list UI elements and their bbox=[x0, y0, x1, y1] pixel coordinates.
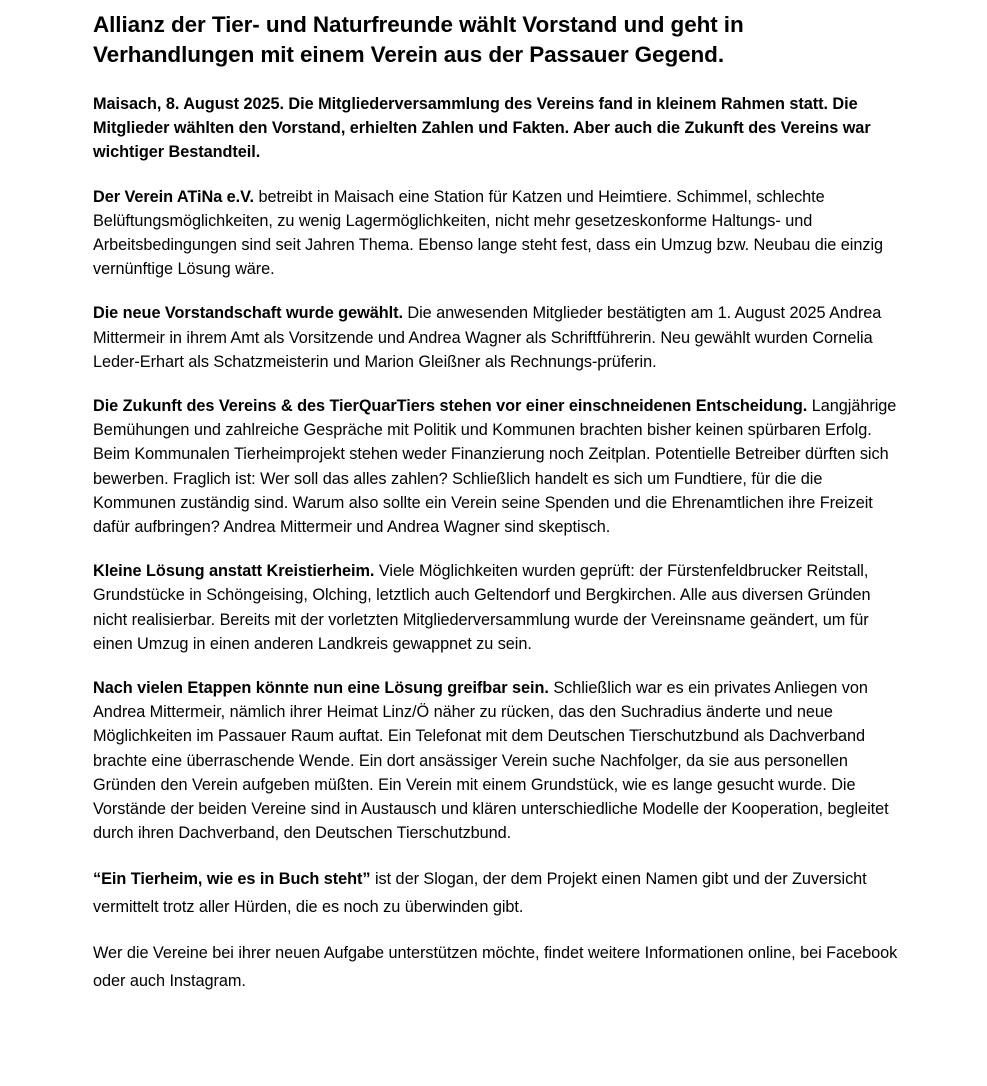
page-title: Allianz der Tier- und Naturfreunde wählt Vorstand und geht in Verhandlungen mit einem Verein aus der Passauer Gegend. bbox=[93, 12, 744, 67]
section-heading: Die neue Vorstandschaft wurde gewählt. bbox=[93, 304, 403, 323]
section-kleine-loesung bbox=[93, 559, 903, 656]
section-body: Langjährige Bemühungen und zahlreiche Gespräche mit Politik und Kommunen brachten bisher keinen spürbaren Erfolg. Beim Kommunalen Tierheimprojekt stehen weder Finanzierung noch Zeitplan. Potentielle Betreiber dürften sich bewerben. Fraglich ist: Wer soll das alles zahlen? Schließlich handelt es sich um Fundtiere, für die die Kommunen zuständig sind. Warum also sollte ein Verein seine Spenden und die Ehrenamtlichen ihre Freizeit dafür aufbringen? Andrea Mittermeir und Andrea Wagner sind skeptisch. bbox=[93, 397, 897, 537]
section-body: Die anwesenden Mitglieder bestätigten am 1. August 2025 Andrea Mittermeir in ihrem Amt als Vorsitzende und Andrea Wagner als Schriftführerin. Neu gewählt wurden Cornelia Leder-Erhart als Schatzmeisterin und Marion Gleißner als Rechnungs-prüferin. bbox=[93, 304, 882, 371]
section-heading: Kleine Lösung anstatt Kreistierheim. bbox=[93, 562, 375, 581]
slogan-heading: “Ein Tierheim, wie es in Buch steht” bbox=[93, 870, 371, 889]
lead-paragraph: Maisach, 8. August 2025. Die Mitgliederversammlung des Vereins fand in kleinem Rahmen statt. Die Mitglieder wählten den Vorstand, erhielten Zahlen und Fakten. Aber auch die Zukunft des Vereins war wichtiger Bestandteil. bbox=[93, 95, 871, 162]
press-release bbox=[93, 10, 903, 995]
section-heading: Der Verein ATiNa e.V. bbox=[93, 187, 254, 206]
closing-paragraph: Wer die Vereine bei ihrer neuen Aufgabe unterstützen möchte, findet weitere Informationen online, bei Facebook oder auch Instagram. bbox=[93, 944, 898, 991]
section-body: Schließlich war es ein privates Anliegen von Andrea Mittermeir, nämlich ihrer Heimat Linz/Ö näher zu rücken, das den Suchradius änderte und neue Möglichkeiten im Passauer Raum auftat. Ein Telefonat mit dem Deutschen Tierschutzbund als Dachverband brachte eine überraschende Wende. Ein dort ansässiger Verein suche Nachfolger, da sie aus personellen Gründen den Verein aufgeben müßten. Ein Verein mit einem Grundstück, wie es lange gesucht wurde. Die Vorstände der beiden Vereine sind in Austausch und klären unterschiedliche Modelle der Kooperation, begleitet durch ihren Dachverband, den Deutschen Tierschutzbund. bbox=[93, 679, 889, 843]
section-heading: Die Zukunft des Vereins & des TierQuarTiers stehen vor einer einschneidenen Entscheidung. bbox=[93, 397, 808, 416]
slogan-body: ist der Slogan, der dem Projekt einen Namen gibt und der Zuversicht vermittelt trotz aller Hürden, die es noch zu überwinden gibt. bbox=[93, 870, 867, 917]
section-etappen bbox=[93, 676, 903, 845]
section-heading: Nach vielen Etappen könnte nun eine Lösung greifbar sein. bbox=[93, 679, 549, 698]
section-verein-atina bbox=[93, 185, 903, 282]
section-zukunft bbox=[93, 394, 903, 539]
section-vorstandschaft bbox=[93, 301, 903, 374]
section-body: betreibt in Maisach eine Station für Katzen und Heimtiere. Schimmel, schlechte Belüftungsmöglichkeiten, zu wenig Lagermöglichkeiten, nicht mehr gesetzeskonforme Haltungs- und Arbeitsbedingungen sind seit Jahren Thema. Ebenso lange steht fest, dass ein Umzug bzw. Neubau die einzig vernünftige Lösung wäre. bbox=[93, 187, 884, 279]
section-slogan bbox=[93, 865, 903, 921]
section-body: Viele Möglichkeiten wurden geprüft: der Fürstenfeldbrucker Reitstall, Grundstücke in Schöngeising, Olching, letztlich auch Geltendorf und Bergkirchen. Alle aus diversen Gründen nicht realisierbar. Bereits mit der vorletzten Mitgliederversammlung wurde der Vereinsname geändert, um für einen Umzug in einen anderen Landkreis gewappnet zu sein. bbox=[93, 562, 871, 653]
